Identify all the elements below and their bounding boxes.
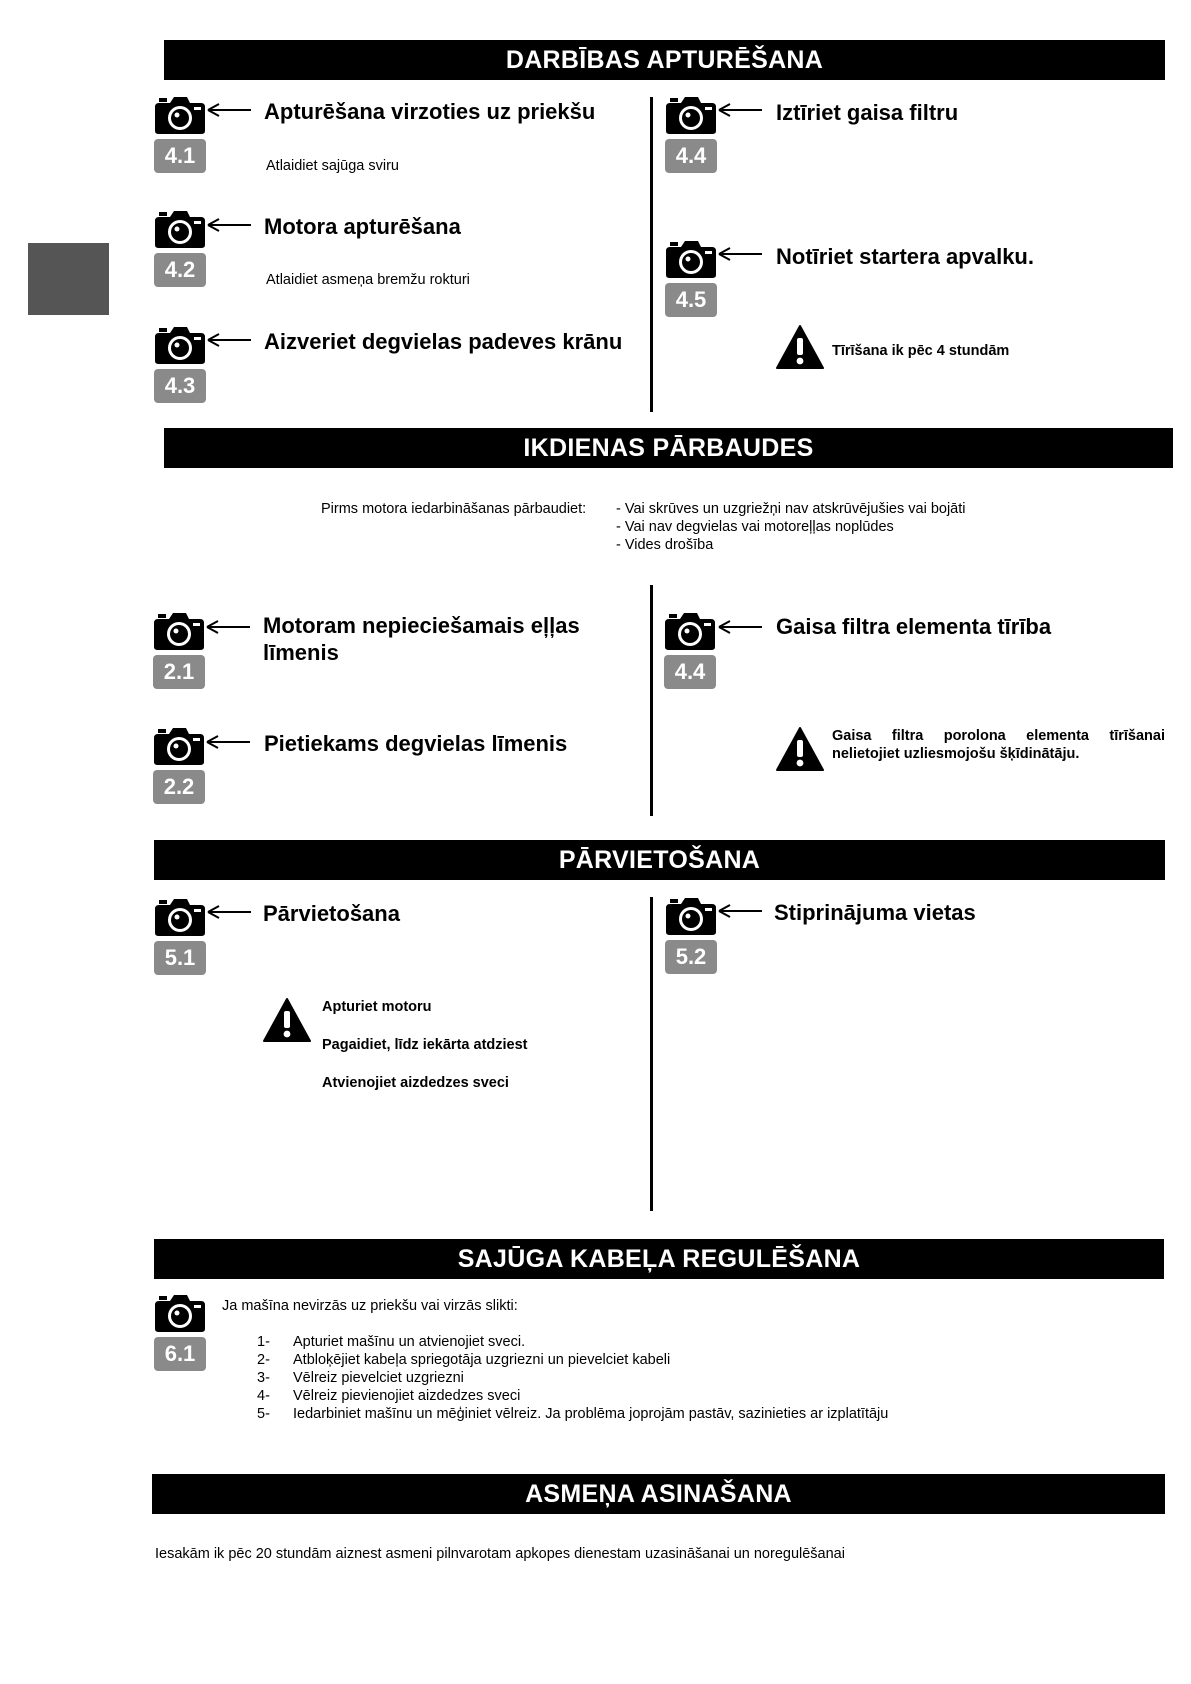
step-item [257, 1405, 888, 1423]
text-release-brake: Atlaidiet asmeņa bremžu rokturi [266, 272, 470, 288]
heading-line: līmenis [263, 640, 339, 665]
warning-stop-engine: Apturiet motoru [322, 999, 432, 1015]
camera-icon [153, 1293, 207, 1333]
heading-fixing-points: Stiprinājuma vietas [774, 900, 976, 925]
column-divider [650, 97, 653, 412]
figure-ref-badge: 5.2 [665, 940, 717, 974]
step-number: 2- [257, 1352, 270, 1368]
step-text: Vēlreiz pievienojiet aizdedzes sveci [293, 1388, 521, 1404]
camera-ref-4-1 [153, 95, 207, 173]
step-number: 4- [257, 1388, 270, 1404]
arrow-left-icon [718, 103, 762, 117]
warning-line: nelietojiet uzliesmojošu šķīdinātāju. [832, 746, 1080, 762]
figure-ref-badge: 2.1 [153, 655, 205, 689]
warning-wait-cool: Pagaidiet, līdz iekārta atdziest [322, 1037, 528, 1053]
heading-engine-stop: Motora apturēšana [264, 214, 461, 239]
figure-ref-badge: 5.1 [154, 941, 206, 975]
heading-line: Motoram nepieciešamais eļļas [263, 613, 580, 638]
camera-icon [153, 209, 207, 249]
sharpening-text: Iesakām ik pēc 20 stundām aiznest asmeni pilnvarotam apkopes dienestam uzasināšanai un noregulēšanai [155, 1546, 845, 1562]
camera-icon [153, 897, 207, 937]
figure-ref-badge: 4.2 [154, 253, 206, 287]
camera-ref-4-3 [153, 325, 207, 403]
section-title-daily: IKDIENAS PĀRBAUDES [164, 428, 1173, 468]
figure-ref-badge: 2.2 [153, 770, 205, 804]
figure-ref-badge: 4.4 [664, 655, 716, 689]
text-release-clutch: Atlaidiet sajūga sviru [266, 158, 399, 174]
camera-icon [664, 239, 718, 279]
camera-icon [152, 611, 206, 651]
step-item [257, 1351, 888, 1369]
camera-ref-4-4 [664, 95, 718, 173]
camera-icon [153, 325, 207, 365]
arrow-left-icon [206, 620, 250, 634]
step-item [257, 1369, 888, 1387]
clutch-intro: Ja mašīna nevirzās uz priekšu vai virzās slikti: [222, 1298, 518, 1314]
figure-ref-badge: 6.1 [154, 1337, 206, 1371]
heading-stop-forward: Apturēšana virzoties uz priekšu [264, 99, 596, 124]
section-title-clutch: SAJŪGA KABEĻA REGULĒŠANA [154, 1239, 1164, 1279]
camera-ref-6-1 [153, 1293, 207, 1371]
heading-air-filter-clean: Gaisa filtra elementa tīrība [776, 614, 1052, 639]
step-text: Apturiet mašīnu un atvienojiet sveci. [293, 1334, 526, 1350]
heading-close-fuel-tap: Aizveriet degvielas padeves krānu [264, 329, 623, 354]
warning-text-cleaning-interval: Tīrīšana ik pēc 4 stundām [832, 343, 1010, 359]
daily-intro: Pirms motora iedarbināšanas pārbaudiet: [321, 501, 587, 517]
clutch-steps [257, 1333, 888, 1423]
camera-ref-5-1 [153, 897, 207, 975]
arrow-left-icon [718, 247, 762, 261]
step-number: 3- [257, 1370, 270, 1386]
step-number: 1- [257, 1334, 270, 1350]
arrow-left-icon [718, 620, 762, 634]
camera-icon [664, 95, 718, 135]
step-text: Vēlreiz pievelciet uzgriezni [293, 1370, 464, 1386]
figure-ref-badge: 4.1 [154, 139, 206, 173]
warning-icon [776, 727, 824, 771]
heading-fuel-level: Pietiekams degvielas līmenis [264, 731, 568, 756]
camera-ref-5-2 [664, 896, 718, 974]
warning-icon [776, 325, 824, 369]
step-item [257, 1333, 888, 1351]
heading-moving: Pārvietošana [263, 901, 400, 926]
step-text: Atbloķējiet kabeļa spriegotāja uzgriezni un pievelciet kabeli [293, 1352, 671, 1368]
camera-ref-2-1 [152, 611, 206, 689]
arrow-left-icon [207, 905, 251, 919]
step-text: Iedarbiniet mašīnu un mēģiniet vēlreiz. Ja problēma joprojām pastāv, sazinieties ar izplatītāju [293, 1406, 889, 1422]
arrow-left-icon [207, 103, 251, 117]
figure-ref-badge: 4.3 [154, 369, 206, 403]
camera-ref-2-2 [152, 726, 206, 804]
warning-disconnect-plug: Atvienojiet aizdedzes sveci [322, 1075, 509, 1091]
heading-oil-level [263, 612, 580, 666]
section-title-stopping: DARBĪBAS APTURĒŠANA [164, 40, 1165, 80]
list-item: - Vai skrūves un uzgriežņi nav atskrūvējušies vai bojāti [616, 501, 966, 517]
heading-clean-starter-cover: Notīriet startera apvalku. [776, 244, 1034, 269]
heading-clean-air-filter: Iztīriet gaisa filtru [776, 100, 959, 125]
step-number: 5- [257, 1406, 270, 1422]
arrow-left-icon [718, 904, 762, 918]
side-tab-marker [28, 243, 109, 315]
section-title-sharpening: ASMEŅA ASINAŠANA [152, 1474, 1165, 1514]
camera-ref-4-2 [153, 209, 207, 287]
camera-icon [153, 95, 207, 135]
step-item [257, 1387, 888, 1405]
camera-icon [663, 611, 717, 651]
warning-text-solvent [832, 727, 1165, 763]
warning-icon [263, 998, 311, 1042]
list-item: - Vides drošība [616, 537, 714, 553]
warning-line: Gaisa filtra porolona elementa tīrīšanai [832, 728, 1165, 744]
daily-check-list [616, 500, 966, 554]
list-item: - Vai nav degvielas vai motoreļļas noplūdes [616, 519, 894, 535]
column-divider [650, 897, 653, 1211]
arrow-left-icon [206, 735, 250, 749]
column-divider [650, 585, 653, 816]
camera-ref-4-4-daily [663, 611, 717, 689]
figure-ref-badge: 4.4 [665, 139, 717, 173]
figure-ref-badge: 4.5 [665, 283, 717, 317]
camera-ref-4-5 [664, 239, 718, 317]
camera-icon [664, 896, 718, 936]
arrow-left-icon [207, 218, 251, 232]
camera-icon [152, 726, 206, 766]
arrow-left-icon [207, 333, 251, 347]
section-title-moving: PĀRVIETOŠANA [154, 840, 1165, 880]
